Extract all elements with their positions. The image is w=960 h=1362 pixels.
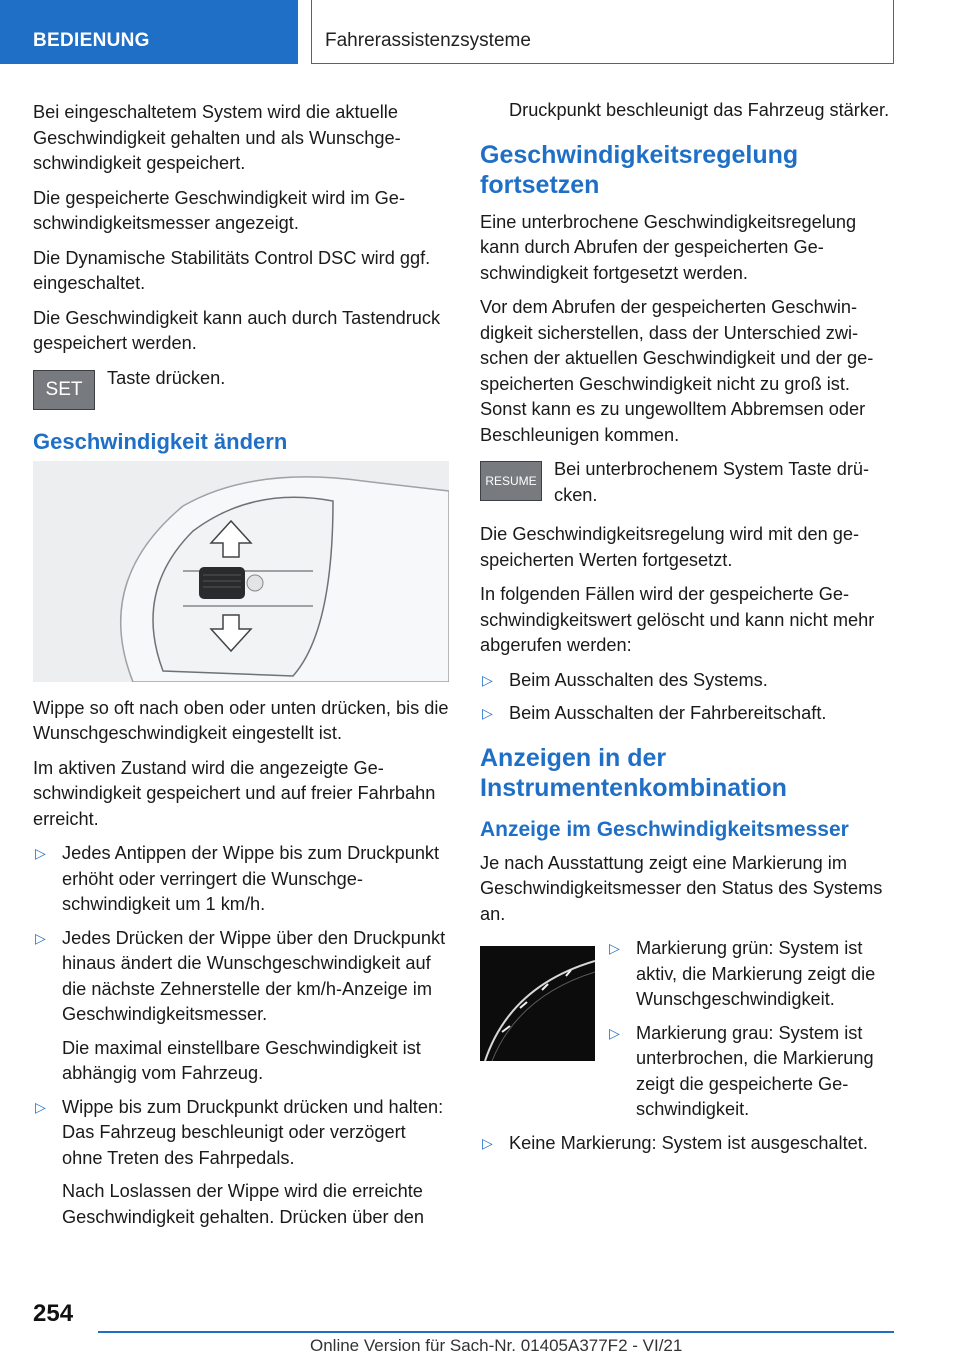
page-number: 254 <box>33 1300 74 1327</box>
triangle-bullet-icon: ▷ <box>609 940 620 956</box>
bullet-list <box>607 936 898 1123</box>
resume-instruction-text: Bei unterbrochenem System Taste drücken. <box>554 459 870 505</box>
intro-paragraph: Die Dynamische Stabilitäts Control DSC wird ggf. eingeschaltet. <box>33 247 431 293</box>
list-item <box>607 936 898 1013</box>
list-item-note: Die maximal einstellbare Geschwindigkeit ist abhängig vom Fahrzeug. <box>62 1037 421 1083</box>
triangle-bullet-icon: ▷ <box>35 845 46 861</box>
list-item-text: Jedes Drücken der Wippe über den Druckpunkt hinaus ändert die Wunschgeschwindigkeit auf die nächste Zehnerstelle der km/h-Anzeige im Geschwindigkeitsmesser. <box>62 927 446 1024</box>
header-chapter-label: Fahrerassistenzsysteme <box>325 30 531 51</box>
right-column <box>480 98 898 1164</box>
triangle-bullet-icon: ▷ <box>609 1024 620 1041</box>
resume-instruction <box>480 457 898 508</box>
bullet-list <box>33 841 449 1230</box>
heading-fortsetzen: Geschwindigkeitsregelung fortsetzen <box>480 140 799 199</box>
triangle-bullet-icon: ▷ <box>482 705 493 721</box>
list-item-text: Markierung grün: System ist aktiv, die Markierung zeigt die Wunschgeschwindigkeit. <box>636 938 876 1009</box>
list-item-text: Beim Ausschalten des Systems. <box>509 669 768 690</box>
paragraph: Die Geschwindigkeitsregelung wird mit den gespeicherten Werten fortgesetzt. <box>480 524 860 570</box>
list-item-text: Keine Markierung: System ist ausgeschaltet. <box>509 1132 868 1153</box>
intro-paragraph: Bei eingeschaltetem System wird die aktuelle Geschwindigkeit gehalten und als Wunschgeschwindigkeit gespeichert. <box>33 102 401 173</box>
list-item <box>33 926 449 1087</box>
list-item <box>33 841 449 918</box>
bullet-list <box>480 1131 898 1157</box>
footer-divider <box>98 1331 894 1333</box>
list-item-text: Wippe bis zum Druckpunkt drücken und halten: Das Fahrzeug beschleunigt oder verzögert ohne Treten des Fahrpedals. <box>62 1096 444 1168</box>
paragraph: In folgenden Fällen wird der gespeicherte Geschwindigkeitswert gelöscht und kann nicht mehr abgerufen werden: <box>480 584 875 655</box>
list-item <box>480 701 898 727</box>
paragraph: Je nach Ausstattung zeigt eine Markierung im Geschwindigkeitsmesser den Status des Systems an. <box>480 852 883 924</box>
continued-paragraph: Druckpunkt beschleunigt das Fahrzeug stärker. <box>509 100 890 120</box>
triangle-bullet-icon: ▷ <box>35 1098 46 1115</box>
triangle-bullet-icon: ▷ <box>35 929 46 946</box>
paragraph: Wippe so oft nach oben oder unten drücken, bis die Wunschgeschwindigkeit eingestellt ist. <box>33 697 449 743</box>
triangle-bullet-icon: ▷ <box>482 1134 493 1151</box>
triangle-bullet-icon: ▷ <box>482 671 493 688</box>
heading-geschwindigkeit-aendern: Geschwindigkeit ändern <box>33 428 288 454</box>
list-item <box>480 668 898 694</box>
set-button-icon: SET <box>33 370 95 410</box>
bullet-list <box>480 668 898 727</box>
paragraph: Im aktiven Zustand wird die angezeigte Geschwindigkeit gespeichert und auf freier Fahrbahn erreicht. <box>33 757 436 829</box>
list-item-text: Markierung grau: System ist unterbrochen, die Markierung zeigt die gespeicherte Geschwindigkeit. <box>636 1022 874 1119</box>
marker-section <box>480 936 898 1123</box>
list-item <box>607 1021 898 1123</box>
header-section-tab <box>0 0 298 64</box>
set-instruction <box>33 366 449 414</box>
speedometer-marker-image <box>480 946 595 1061</box>
left-column <box>33 100 449 1238</box>
list-item <box>33 1095 449 1231</box>
list-item-text: Jedes Antippen der Wippe bis zum Druckpunkt erhöht oder verringert die Wunschgeschwindigkeit um 1 km/h. <box>62 843 440 914</box>
header-section-label: BEDIENUNG <box>33 30 150 51</box>
steering-wheel-rocker-image <box>33 461 449 682</box>
intro-paragraph: Die Geschwindigkeit kann auch durch Tastendruck gespeichert werden. <box>33 307 441 353</box>
resume-button-icon: RESUME <box>480 461 542 501</box>
list-item <box>480 1131 898 1157</box>
paragraph: Eine unterbrochene Geschwindigkeitsregelung kann durch Abrufen der gespeicherten Geschwindigkeit fortgesetzt werden. <box>480 211 857 283</box>
list-item-note: Nach Loslassen der Wippe wird die erreichte Geschwindigkeit gehalten. Drücken über den <box>62 1181 424 1227</box>
list-item-text: Beim Ausschalten der Fahrbereitschaft. <box>509 703 827 723</box>
intro-paragraph: Die gespeicherte Geschwindigkeit wird im Geschwindigkeitsmesser angezeigt. <box>33 187 405 233</box>
subheading-anzeige-geschwindigkeitsmesser: Anzeige im Geschwindigkeitsmesser <box>480 817 849 841</box>
header-chapter-tab <box>311 0 894 64</box>
set-instruction-text: Taste drücken. <box>107 367 226 388</box>
footer-online-version: Online Version für Sach-Nr. 01405A377F2 - VI/21 <box>310 1336 683 1355</box>
paragraph: Vor dem Abrufen der gespeicherten Geschwindigkeit sicherstellen, dass der Unterschied zwischen der aktuellen Geschwindigkeit und der gespeicherten Geschwindigkeit nicht zu groß ist. Sonst kann es zu ungewolltem Abbremsen oder Beschleunigen kommen. <box>480 297 874 445</box>
heading-anzeigen: Anzeigen in der Instrumentenkombination <box>480 743 787 802</box>
